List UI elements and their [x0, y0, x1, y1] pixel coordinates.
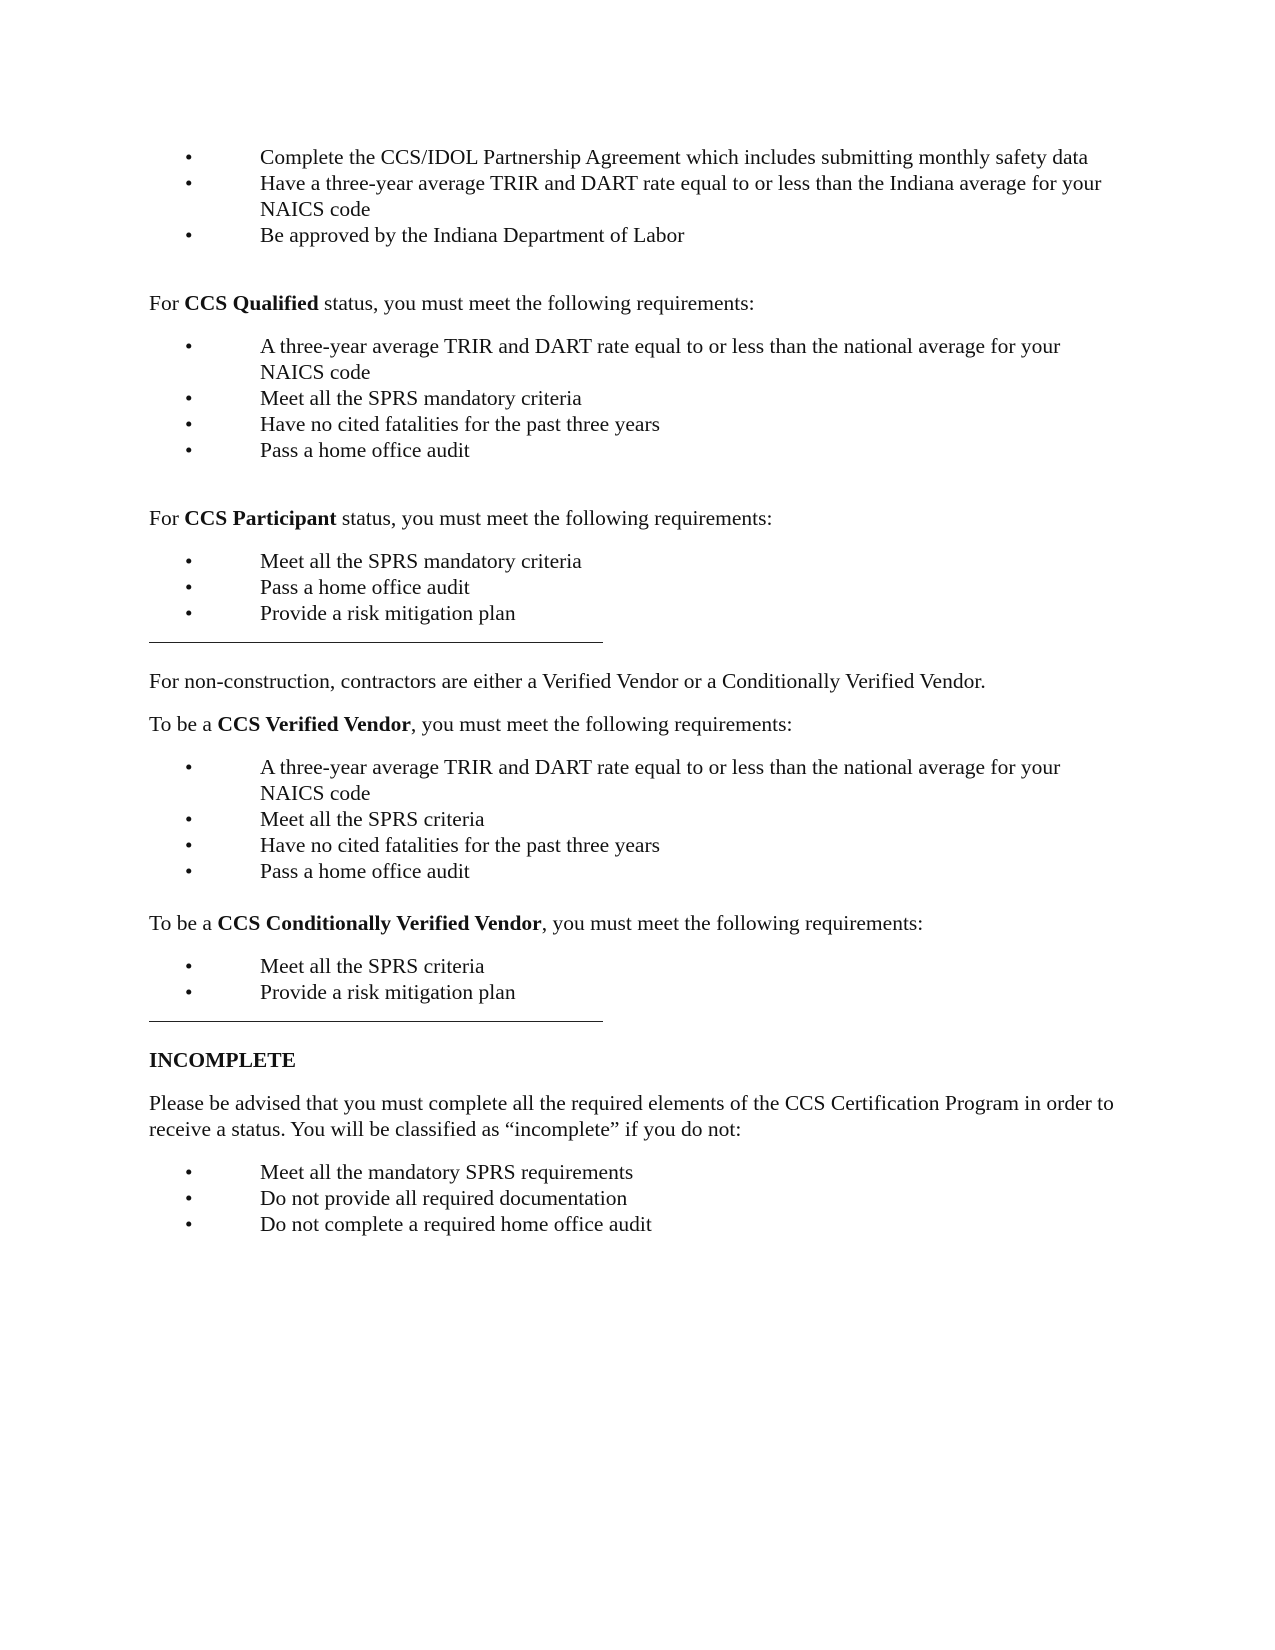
list-item: • Be approved by the Indiana Department of Labor	[185, 223, 685, 247]
list-item: • Provide a risk mitigation plan	[185, 980, 516, 1004]
list-item: • Meet all the mandatory SPRS requirements	[185, 1160, 634, 1184]
bullet-icon: •	[185, 386, 193, 410]
verified-vendor-requirements-list	[149, 754, 1129, 884]
bullet-icon: •	[185, 807, 193, 831]
list-item: • Have no cited fatalities for the past three years	[185, 412, 660, 436]
bullet-icon: •	[185, 1212, 193, 1236]
list-item: • Meet all the SPRS mandatory criteria	[185, 549, 582, 573]
bullet-icon: •	[185, 755, 193, 779]
list-item: • Complete the CCS/IDOL Partnership Agreement which includes submitting monthly safety data	[185, 145, 1089, 169]
bullet-icon: •	[185, 980, 193, 1004]
conditional-vendor-intro: To be a CCS Conditionally Verified Vendor, you must meet the following requirements:	[149, 911, 924, 935]
non-construction-note: For non-construction, contractors are either a Verified Vendor or a Conditionally Verified Vendor.	[149, 669, 986, 693]
list-item: • Meet all the SPRS mandatory criteria	[185, 386, 582, 410]
section-divider	[149, 1021, 603, 1022]
list-item: • Provide a risk mitigation plan	[185, 601, 516, 625]
bullet-icon: •	[185, 859, 193, 883]
bullet-icon: •	[185, 601, 193, 625]
bullet-icon: •	[185, 575, 193, 599]
incomplete-paragraph: Please be advised that you must complete all the required elements of the CCS Certification Program in order to receive a status. You will be classified as “incomplete” if you do not:	[149, 1091, 1114, 1141]
bullet-icon: •	[185, 171, 193, 195]
qualified-requirements-list	[149, 333, 1129, 463]
list-item: • Do not provide all required documentation	[185, 1186, 628, 1210]
qualified-term: CCS Qualified	[184, 291, 319, 315]
list-item: • Pass a home office audit	[185, 575, 470, 599]
bullet-icon: •	[185, 412, 193, 436]
qualified-intro: For CCS Qualified status, you must meet the following requirements:	[149, 291, 755, 315]
bullet-icon: •	[185, 1186, 193, 1210]
bullet-icon: •	[185, 223, 193, 247]
bullet-icon: •	[185, 1160, 193, 1184]
participant-intro: For CCS Participant status, you must meet the following requirements:	[149, 506, 773, 530]
incomplete-heading: INCOMPLETE	[149, 1048, 296, 1072]
list-item: • Pass a home office audit	[185, 859, 470, 883]
bullet-icon: •	[185, 549, 193, 573]
list-item: • Have no cited fatalities for the past three years	[185, 833, 660, 857]
conditional-vendor-requirements-list	[149, 953, 1129, 1005]
bullet-icon: •	[185, 145, 193, 169]
section-divider	[149, 642, 603, 643]
participant-term: CCS Participant	[184, 506, 337, 530]
list-item: • Do not complete a required home office audit	[185, 1212, 652, 1236]
verified-vendor-term: CCS Verified Vendor	[217, 712, 411, 736]
verified-vendor-intro: To be a CCS Verified Vendor, you must meet the following requirements:	[149, 712, 793, 736]
conditional-vendor-term: CCS Conditionally Verified Vendor	[217, 911, 542, 935]
list-item: • Pass a home office audit	[185, 438, 470, 462]
bullet-icon: •	[185, 438, 193, 462]
list-item: • A three-year average TRIR and DART rate equal to or less than the national average for your NAICS code	[185, 755, 1061, 805]
participant-requirements-list	[149, 548, 1129, 626]
list-item: • A three-year average TRIR and DART rate equal to or less than the national average for your NAICS code	[185, 334, 1061, 384]
document-page	[149, 145, 1129, 1237]
bullet-icon: •	[185, 833, 193, 857]
list-item: • Meet all the SPRS criteria	[185, 954, 485, 978]
incomplete-reasons-list	[149, 1159, 1129, 1237]
list-item: • Meet all the SPRS criteria	[185, 807, 485, 831]
partnership-requirements-list	[149, 144, 1129, 248]
bullet-icon: •	[185, 954, 193, 978]
bullet-icon: •	[185, 334, 193, 358]
list-item: • Have a three-year average TRIR and DART rate equal to or less than the Indiana average for your NAICS code	[185, 171, 1102, 221]
